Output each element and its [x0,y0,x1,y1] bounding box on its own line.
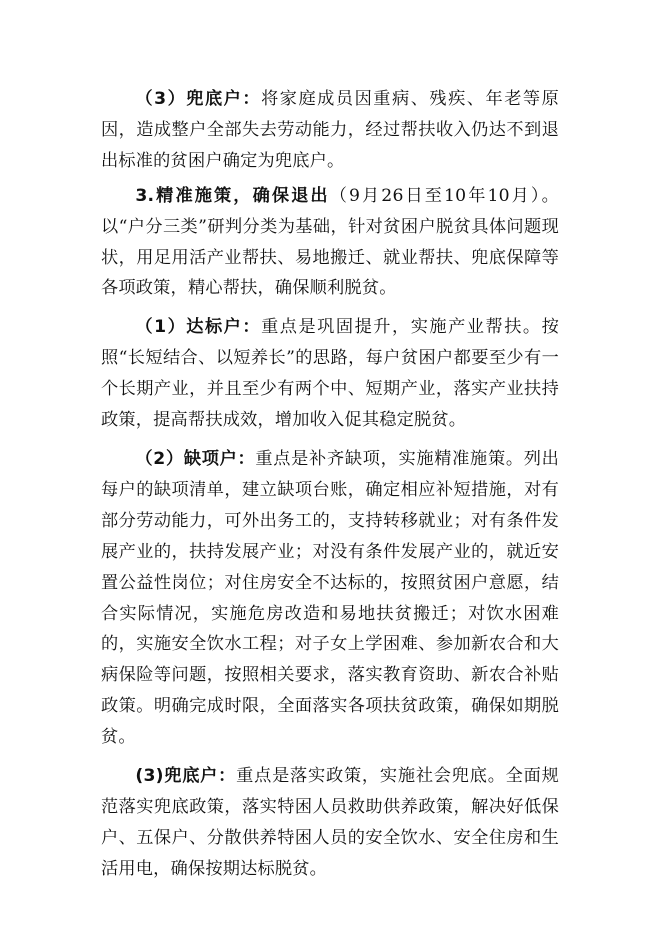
paragraph-doudi-definition [101,84,559,177]
paragraph-text: 重点是落实政策，实施社会兜底。全面规范落实兜底政策，落实特困人员救助供养政策，解决好低保户、五保户、分散供养特困人员的安全饮水、安全住房和生活用电，确保按期达标脱贫。 [101,766,559,879]
document-page [101,84,559,885]
paragraph-dabiao-households [101,312,559,436]
paragraph-precise-policy [101,181,559,305]
paragraph-text: 重点是巩固提升，实施产业帮扶。按照“长短结合、以短养长”的思路，每户贫困户都要至少有一个长期产业，并且至少有两个中、短期产业，落实产业扶持政策，提高帮扶成效，增加收入促其稳定脱贫。 [101,317,559,431]
paragraph-text: 将家庭成员因重病、残疾、年老等原因，造成整户全部失去劳动能力，经过帮扶收入仍达不到退出标准的贫困户确定为兜底户。 [101,89,559,171]
paragraph-text: （9月26日至10年10月）。以“户分三类”研判分类为基础，针对贫困户脱贫具体问题现状，用足用活产业帮扶、易地搬迁、就业帮扶、兜底保障等各项政策，精心帮扶，确保顺利脱贫。 [101,185,559,299]
paragraph-heading: （3）兜底户： [135,89,262,109]
paragraph-doudi-policy [101,761,559,885]
paragraph-heading: (3)兜底户： [135,766,237,787]
paragraph-quexiang-households [101,444,559,753]
paragraph-text: 重点是补齐缺项，实施精准施策。列出每户的缺项清单，建立缺项台账，确定相应补短措施，对有部分劳动能力，可外出务工的，支持转移就业；对有条件发展产业的，扶持发展产业；对没有条件发展产业的，就近安置公益性岗位；对住房安全不达标的，按照贫困户意愿，结合实际情况，实施危房改造和易地扶贫搬迁；对饮水困难的，实施安全饮水工程；对子女上学困难、参加新农合和大病保险等问题，按照相关要求，落实教育资助、新农合补贴政策。明确完成时限，全面落实各项扶贫政策，确保如期脱贫。 [101,448,559,748]
paragraph-heading: （2）缺项户： [135,448,256,469]
section-heading: 3.精准施策，确保退出 [135,185,330,206]
paragraph-heading: （1）达标户： [135,317,262,338]
